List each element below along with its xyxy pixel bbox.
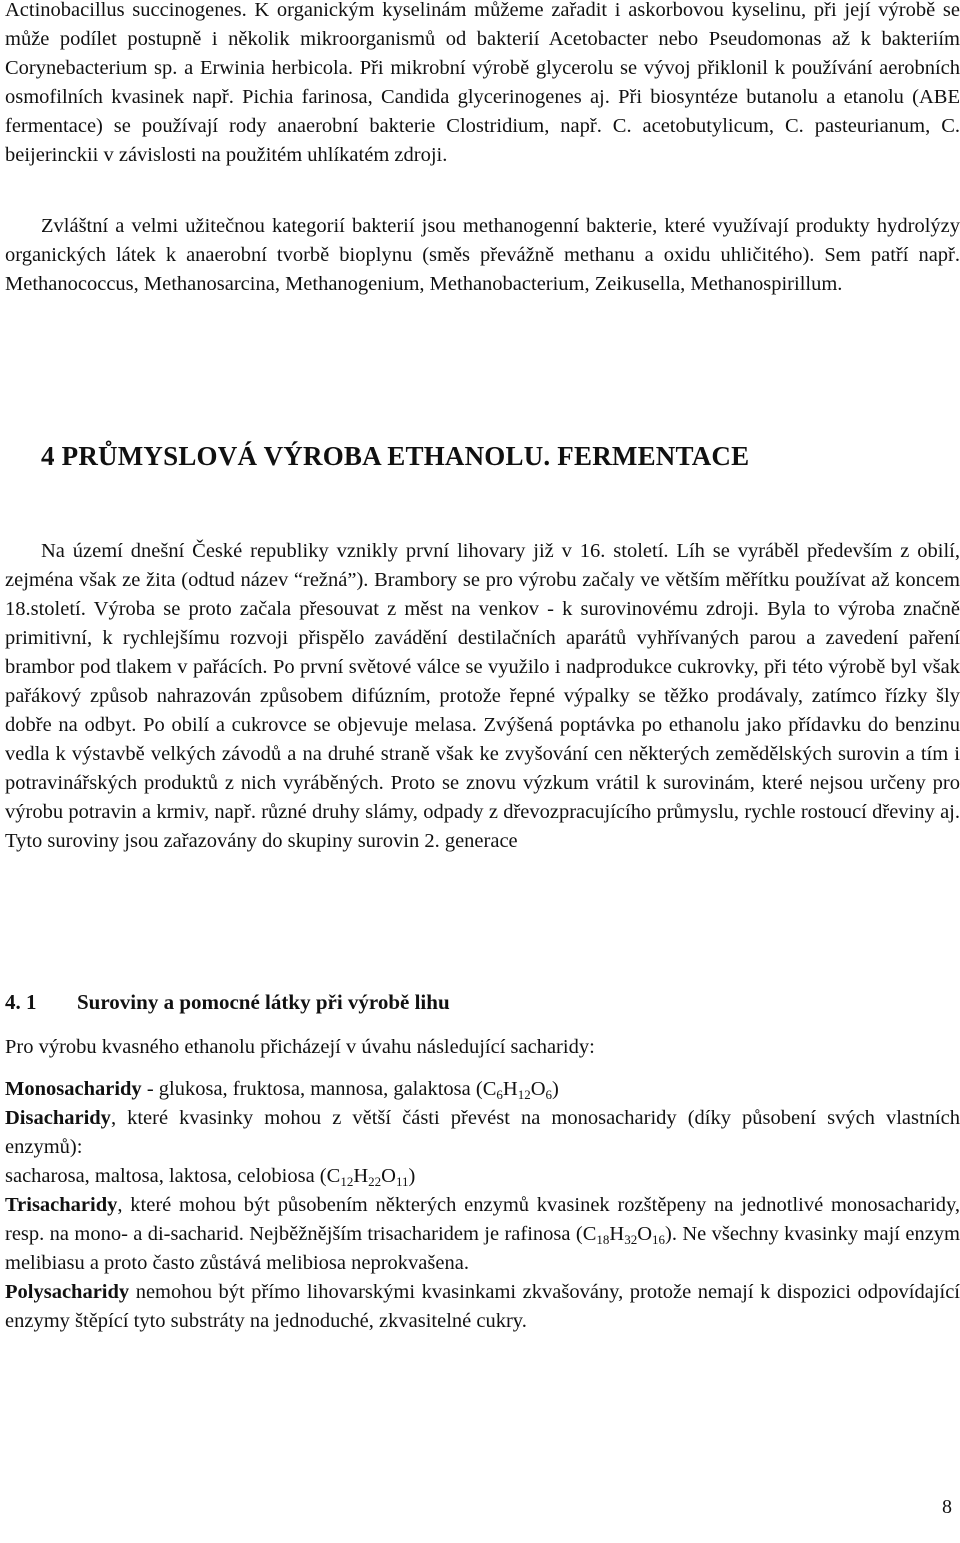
section-heading xyxy=(5,990,450,1015)
disaccharides-names: sacharosa, maltosa, laktosa, celobiosa (C xyxy=(5,1165,341,1187)
disaccharides-term: Disacharidy xyxy=(5,1107,111,1129)
monosaccharides-term: Monosacharidy xyxy=(5,1078,142,1100)
polysaccharides-text: nemohou být přímo lihovarskými kvasinkami zkvašovány, protože nemají k dispozici odpovídající enzymy štěpící tyto substráty na jednoduché, zkvasitelné cukry. xyxy=(5,1281,960,1332)
formula-element: O xyxy=(530,1078,546,1100)
trisaccharides-text: , které mohou být působením některých enzymů kvasinek rozštěpeny na jednotlivé monosacharidy, resp. na mono- a di-sacharid. Nejběžnějším trisacharidem je rafinosa (C xyxy=(5,1194,960,1245)
trisaccharides-tail: ). Ne všechny kvasinky mají enzym melibiasu a proto často zůstává melibiosa neprokvašena. xyxy=(5,1223,960,1274)
trisaccharides-entry xyxy=(5,1191,960,1278)
formula-subscript: 32 xyxy=(624,1232,638,1247)
polysaccharides-term: Polysacharidy xyxy=(5,1281,130,1303)
section-title: Suroviny a pomocné látky při výrobě lihu xyxy=(77,990,450,1014)
formula-element: H xyxy=(609,1223,625,1245)
formula-subscript: 6 xyxy=(496,1087,503,1102)
section-number: 4. 1 xyxy=(5,990,37,1014)
formula-subscript: 22 xyxy=(368,1174,382,1189)
page-number: 8 xyxy=(942,1496,952,1518)
paragraph-organic-acids: Actinobacillus succinogenes. K organickým kyselinám můžeme zařadit i askorbovou kyselinu, při její výrobě se může podílet postupně i několik mikroorganismů od bakterií Acetobacter nebo Pseudomonas až k bakteriím Corynebacterium sp. a Erwinia herbicola. Při mikrobní výrobě glycerolu se vývoj přiklonil k používání aerobních osmofilních kvasinek např. Pichia farinosa, Candida glycerinogenes aj. Při biosyntéze butanolu a etanolu (ABE fermentace) se používají rody anaerobní bakterie Clostridium, např. C. acetobutylicum, C. pasteurianum, C. beijerinckii v závislosti na použitém uhlíkatém zdroji. xyxy=(5,0,960,166)
trisaccharides-term: Trisacharidy xyxy=(5,1194,118,1216)
formula-subscript: 6 xyxy=(545,1087,552,1102)
formula-subscript: 18 xyxy=(596,1232,610,1247)
disaccharides-entry xyxy=(5,1104,960,1162)
formula-element: O xyxy=(381,1165,396,1187)
monosaccharides-text: - glukosa, fruktosa, mannosa, galaktosa (C xyxy=(141,1078,497,1100)
formula-subscript: 12 xyxy=(340,1174,354,1189)
formula-element: H xyxy=(353,1165,369,1187)
paragraph-methanogenic-bacteria: Zvláštní a velmi užitečnou kategorií bakterií jsou methanogenní bakterie, které využívají produkty hydrolýzy organických látek k anaerobní tvorbě bioplynu (směs převážně methanu a oxidu uhličitého). Sem patří např. Methanococcus, Methanosarcina, Methanogenium, Methanobacterium, Zeikusella, Methanospirillum. xyxy=(5,215,960,295)
intro-line: Pro výrobu kvasného ethanolu přicházejí v úvahu následující sacharidy: xyxy=(5,1036,595,1058)
formula-subscript: 11 xyxy=(395,1174,409,1189)
formula-element: O xyxy=(637,1223,652,1245)
chapter-heading: 4 PRŮMYSLOVÁ VÝROBA ETHANOLU. FERMENTACE xyxy=(41,441,750,471)
monosaccharides-entry xyxy=(5,1075,960,1104)
disaccharides-text: , které kvasinky mohou z větší části převést na monosacharidy (díky působení svých vlastních enzymů): xyxy=(5,1107,960,1158)
formula-subscript: 12 xyxy=(517,1087,531,1102)
polysaccharides-entry xyxy=(5,1278,960,1336)
formula-element: H xyxy=(502,1078,518,1100)
paragraph-history: Na území dnešní České republiky vznikly první lihovary již v 16. století. Líh se vyráběl především z obilí, zejména však ze žita (odtud název “režná”). Brambory se pro výrobu začaly ve větším měřítku používat až koncem 18.století. Výroba se proto začala přesouvat z měst na venkov - k surovinovému zdroji. Byla to výroba značně primitivní, k rychlejšímu rozvoji přispělo zavádění destilačních aparátů vyhřívaných parou a zavedení paření brambor pod tlakem v pařácích. Po první světové válce se využilo i nadprodukce cukrovky, při této výrobě byl však pařákový způsob nahrazován způsobem difúzním, protože řepné výpalky se těžko prodávaly, zatímco řízky šly dobře na odbyt. Po obilí a cukrovce se objevuje melasa. Zvýšená poptávka po ethanolu jako přídavku do benzinu vedla k výstavbě velkých závodů a na druhé straně však ke zvyšování cen některých zemědělských surovin a tím i potravinářských produktů z nich vyráběných. Proto se znovu výzkum vrátil k surovinám, které nejsou určeny pro výrobu potravin a krmiv, např. různé druhy slámy, odpady z dřevozpracujícího průmyslu, rychle rostoucí dřeviny aj. Tyto suroviny jsou zařazovány do skupiny surovin 2. generace xyxy=(5,540,960,852)
formula-close: ) xyxy=(408,1165,416,1187)
disaccharides-list xyxy=(5,1162,960,1191)
formula-subscript: 16 xyxy=(652,1232,665,1247)
formula-close: ) xyxy=(552,1078,559,1100)
saccharide-list xyxy=(5,1075,960,1336)
